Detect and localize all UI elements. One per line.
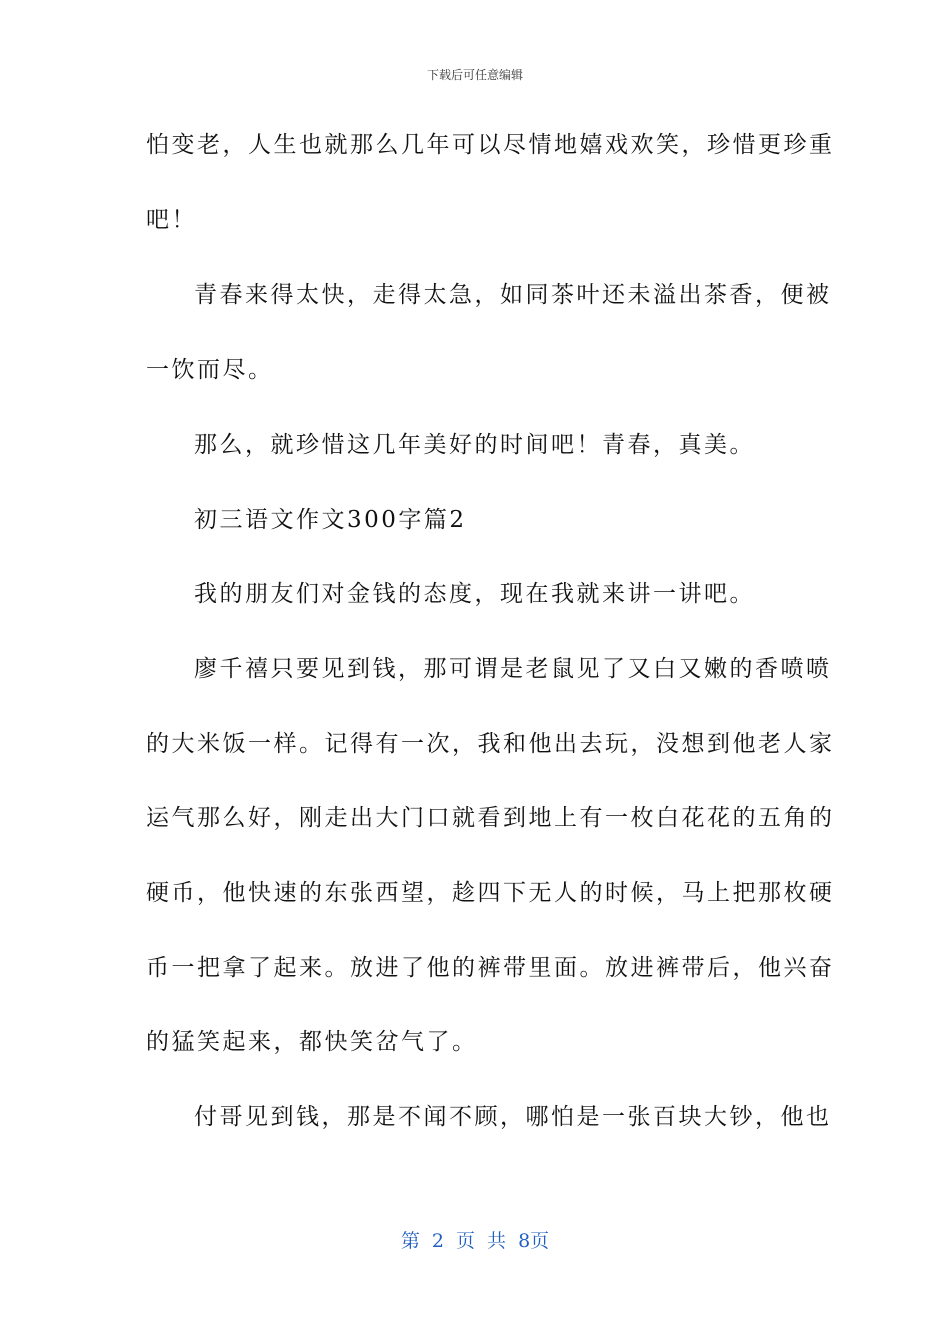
- page-number-footer: 第 2 页 共 8页: [400, 1230, 550, 1252]
- page-header: 下载后可任意编辑: [426, 68, 523, 82]
- text-line: 廖千禧只要见到钱，那可谓是老鼠见了又白又嫩的香喷喷: [194, 656, 832, 682]
- text-line: 的大米饭一样。记得有一次，我和他出去玩，没想到他老人家: [146, 731, 835, 757]
- text-line: 那么，就珍惜这几年美好的时间吧！青春，真美。: [194, 432, 755, 458]
- text-line: 青春来得太快，走得太急，如同茶叶还未溢出茶香，便被: [194, 282, 832, 308]
- text-line: 一饮而尽。: [146, 357, 274, 383]
- section-heading: 初三语文作文300字篇2: [194, 507, 467, 533]
- text-line: 付哥见到钱，那是不闻不顾，哪怕是一张百块大钞，他也: [194, 1104, 832, 1130]
- text-line: 怕变老，人生也就那么几年可以尽情地嬉戏欢笑，珍惜更珍重: [146, 132, 835, 158]
- text-line: 我的朋友们对金钱的态度，现在我就来讲一讲吧。: [194, 581, 755, 607]
- text-line: 币一把拿了起来。放进了他的裤带里面。放进裤带后，他兴奋: [146, 955, 835, 981]
- text-line: 的猛笑起来，都快笑岔气了。: [146, 1029, 478, 1055]
- text-line: 吧！: [146, 207, 197, 233]
- text-line: 运气那么好，刚走出大门口就看到地上有一枚白花花的五角的: [146, 805, 835, 831]
- text-line: 硬币，他快速的东张西望，趁四下无人的时候，马上把那枚硬: [146, 880, 835, 906]
